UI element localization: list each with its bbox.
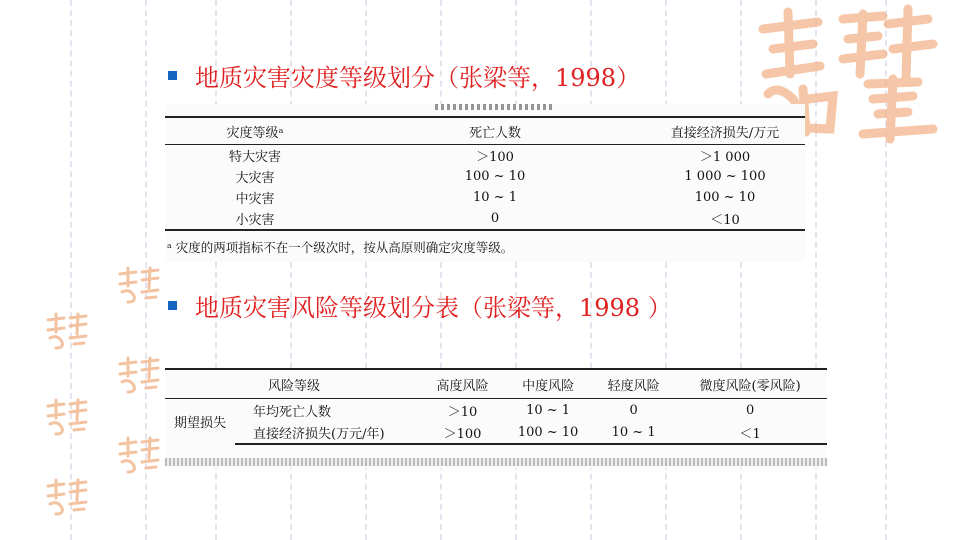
table-cell: 100 ~ 10 bbox=[502, 421, 594, 444]
heading-disaster-grade bbox=[168, 58, 640, 93]
column-header: 风险等级 bbox=[165, 369, 423, 399]
table-cell: 大灾害 bbox=[235, 171, 275, 186]
table-cell: ＞100 bbox=[476, 150, 514, 165]
table-cell: 小灾害 bbox=[165, 208, 345, 230]
table-footnote: ᵃ 灾度的两项指标不在一个级次时，按从高原则确定灾度等级。 bbox=[167, 240, 514, 255]
scan-artifact bbox=[165, 458, 827, 466]
table-row bbox=[165, 421, 827, 444]
table-cell: 100 ~ 10 bbox=[694, 190, 756, 205]
bullet-square-icon bbox=[168, 301, 177, 310]
table-row bbox=[165, 145, 805, 167]
column-header: 高度风险 bbox=[423, 369, 502, 399]
heading-text: 地质灾害灾度等级划分（张梁等，1998） bbox=[195, 64, 641, 92]
column-header: 直接经济损失/万元 bbox=[645, 117, 805, 145]
scan-artifact bbox=[435, 104, 555, 110]
table-row bbox=[165, 166, 805, 187]
table-cell: 10 ~ 1 bbox=[473, 190, 517, 205]
table-cell: 100 ~ 10 bbox=[464, 169, 526, 184]
column-header: 微度风险(零风险) bbox=[673, 369, 827, 399]
column-header: 轻度风险 bbox=[594, 369, 673, 399]
auspicious-seal-icon bbox=[116, 266, 162, 304]
table-cell: ＞100 bbox=[423, 421, 502, 444]
column-header: 中度风险 bbox=[502, 369, 594, 399]
table-row bbox=[165, 399, 827, 422]
column-header: 死亡人数 bbox=[345, 117, 645, 145]
table-cell: ＜1 bbox=[673, 421, 827, 444]
heading-risk-grade bbox=[168, 288, 672, 323]
column-header: 灾度等级ᵃ bbox=[165, 117, 345, 145]
table-cell: ＜10 bbox=[645, 208, 805, 230]
table-cell: ＞1 000 bbox=[699, 150, 751, 165]
table-cell: 10 ~ 1 bbox=[526, 402, 571, 418]
risk-grade-table bbox=[165, 368, 827, 445]
table-cell: 特大灾害 bbox=[228, 150, 281, 165]
auspicious-seal-icon bbox=[116, 436, 162, 474]
bullet-square-icon bbox=[168, 71, 177, 80]
table-cell: 0 bbox=[345, 208, 645, 230]
table-cell: 直接经济损失(万元/年) bbox=[235, 421, 423, 444]
disaster-grade-table bbox=[165, 116, 805, 231]
table-cell: 0 bbox=[745, 402, 755, 418]
disaster-grade-table-image bbox=[165, 104, 805, 262]
table-cell: 1 000 ~ 100 bbox=[684, 169, 766, 184]
heading-text: 地质灾害风险等级划分表（张梁等，1998 ） bbox=[195, 294, 672, 322]
table-cell: ＞10 bbox=[447, 404, 478, 420]
auspicious-seal-icon bbox=[116, 356, 162, 394]
table-cell: 10 ~ 1 bbox=[594, 421, 673, 444]
table-cell: 年均死亡人数 bbox=[253, 404, 332, 420]
auspicious-seal-icon bbox=[44, 312, 90, 350]
table-row bbox=[165, 208, 805, 230]
auspicious-seal-icon bbox=[44, 398, 90, 436]
risk-grade-table-image bbox=[165, 368, 827, 468]
table-row bbox=[165, 187, 805, 208]
auspicious-seal-icon bbox=[44, 478, 90, 516]
row-group-label: 期望损失 bbox=[173, 416, 226, 431]
table-cell: 0 bbox=[629, 402, 638, 418]
table-cell: 中灾害 bbox=[235, 192, 275, 207]
